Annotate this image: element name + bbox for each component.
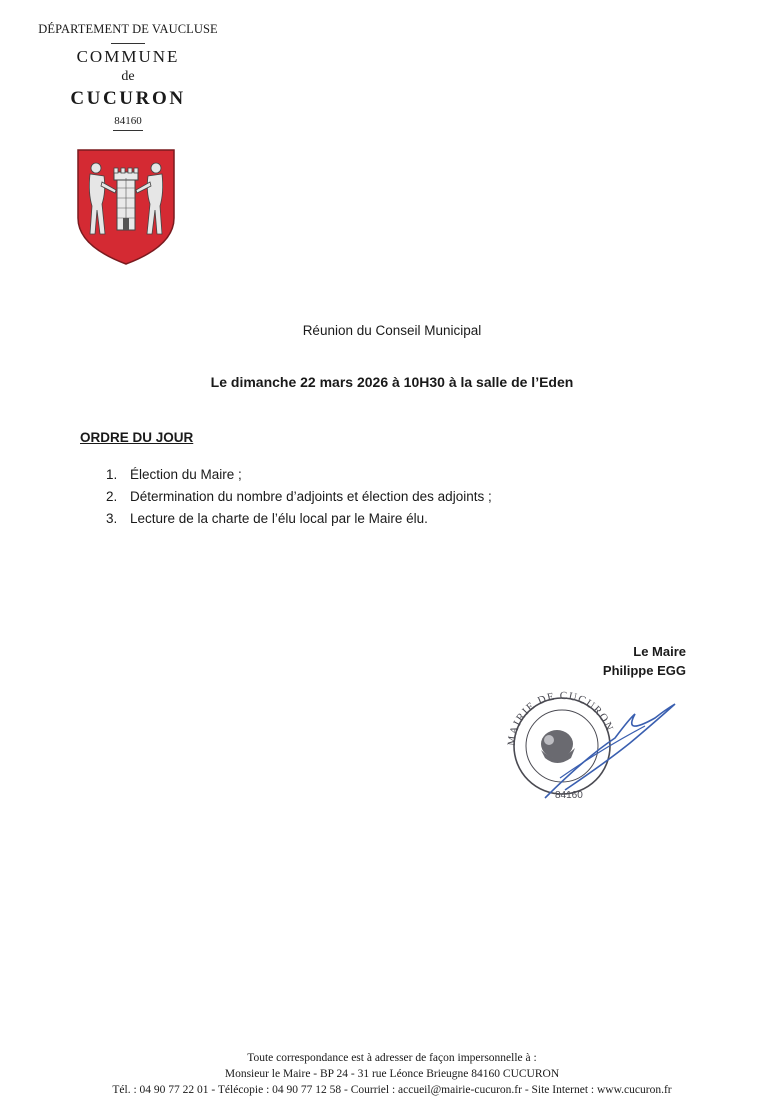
- official-stamp: [505, 688, 685, 808]
- postcode: 84160: [114, 115, 142, 127]
- stamp-postcode: 84160: [555, 790, 583, 801]
- signatory-role: Le Maire: [633, 644, 686, 659]
- commune-label: COMMUNE: [76, 47, 180, 66]
- agenda-item-number: 1.: [106, 467, 118, 482]
- agenda-item-text: Élection du Maire ;: [130, 467, 242, 482]
- agenda-item-number: 2.: [106, 489, 118, 504]
- coat-of-arms: [76, 148, 176, 266]
- divider: [111, 43, 145, 44]
- stamp-ring-text: MAIRIE DE CUCURON: [505, 689, 616, 747]
- agenda-item-text: Lecture de la charte de l’élu local par le Maire élu.: [130, 511, 428, 526]
- footer-line: Monsieur le Maire - BP 24 - 31 rue Léonce Brieugne 84160 CUCURON: [224, 1068, 560, 1080]
- footer-contact-line: Tél. : 04 90 77 22 01 - Télécopie : 04 90 77 12 58 - Courriel : accueil@mairie-cucuron.fr - Site Internet : www.cucuron.fr: [112, 1084, 672, 1096]
- signature-block: [603, 642, 686, 680]
- letterhead: [30, 22, 226, 131]
- footer: [0, 1050, 784, 1098]
- agenda-item: [106, 486, 492, 508]
- agenda-item-text: Détermination du nombre d’adjoints et élection des adjoints ;: [130, 489, 492, 504]
- department-name: DÉPARTEMENT DE VAUCLUSE: [38, 22, 218, 36]
- agenda-list: [106, 464, 492, 530]
- agenda-item: [106, 508, 492, 530]
- de-label: de: [121, 69, 135, 84]
- meeting-date-line: Le dimanche 22 mars 2026 à 10H30 à la salle de l’Eden: [210, 374, 574, 390]
- footer-line: Toute correspondance est à adresser de façon impersonnelle à :: [247, 1052, 537, 1064]
- meeting-title: Réunion du Conseil Municipal: [302, 323, 482, 338]
- agenda-heading: ORDRE DU JOUR: [80, 430, 194, 445]
- agenda-item-number: 3.: [106, 511, 118, 526]
- divider: [113, 130, 143, 131]
- agenda-item: [106, 464, 492, 486]
- signatory-name: Philippe EGG: [602, 663, 686, 678]
- town-name: CUCURON: [70, 88, 186, 109]
